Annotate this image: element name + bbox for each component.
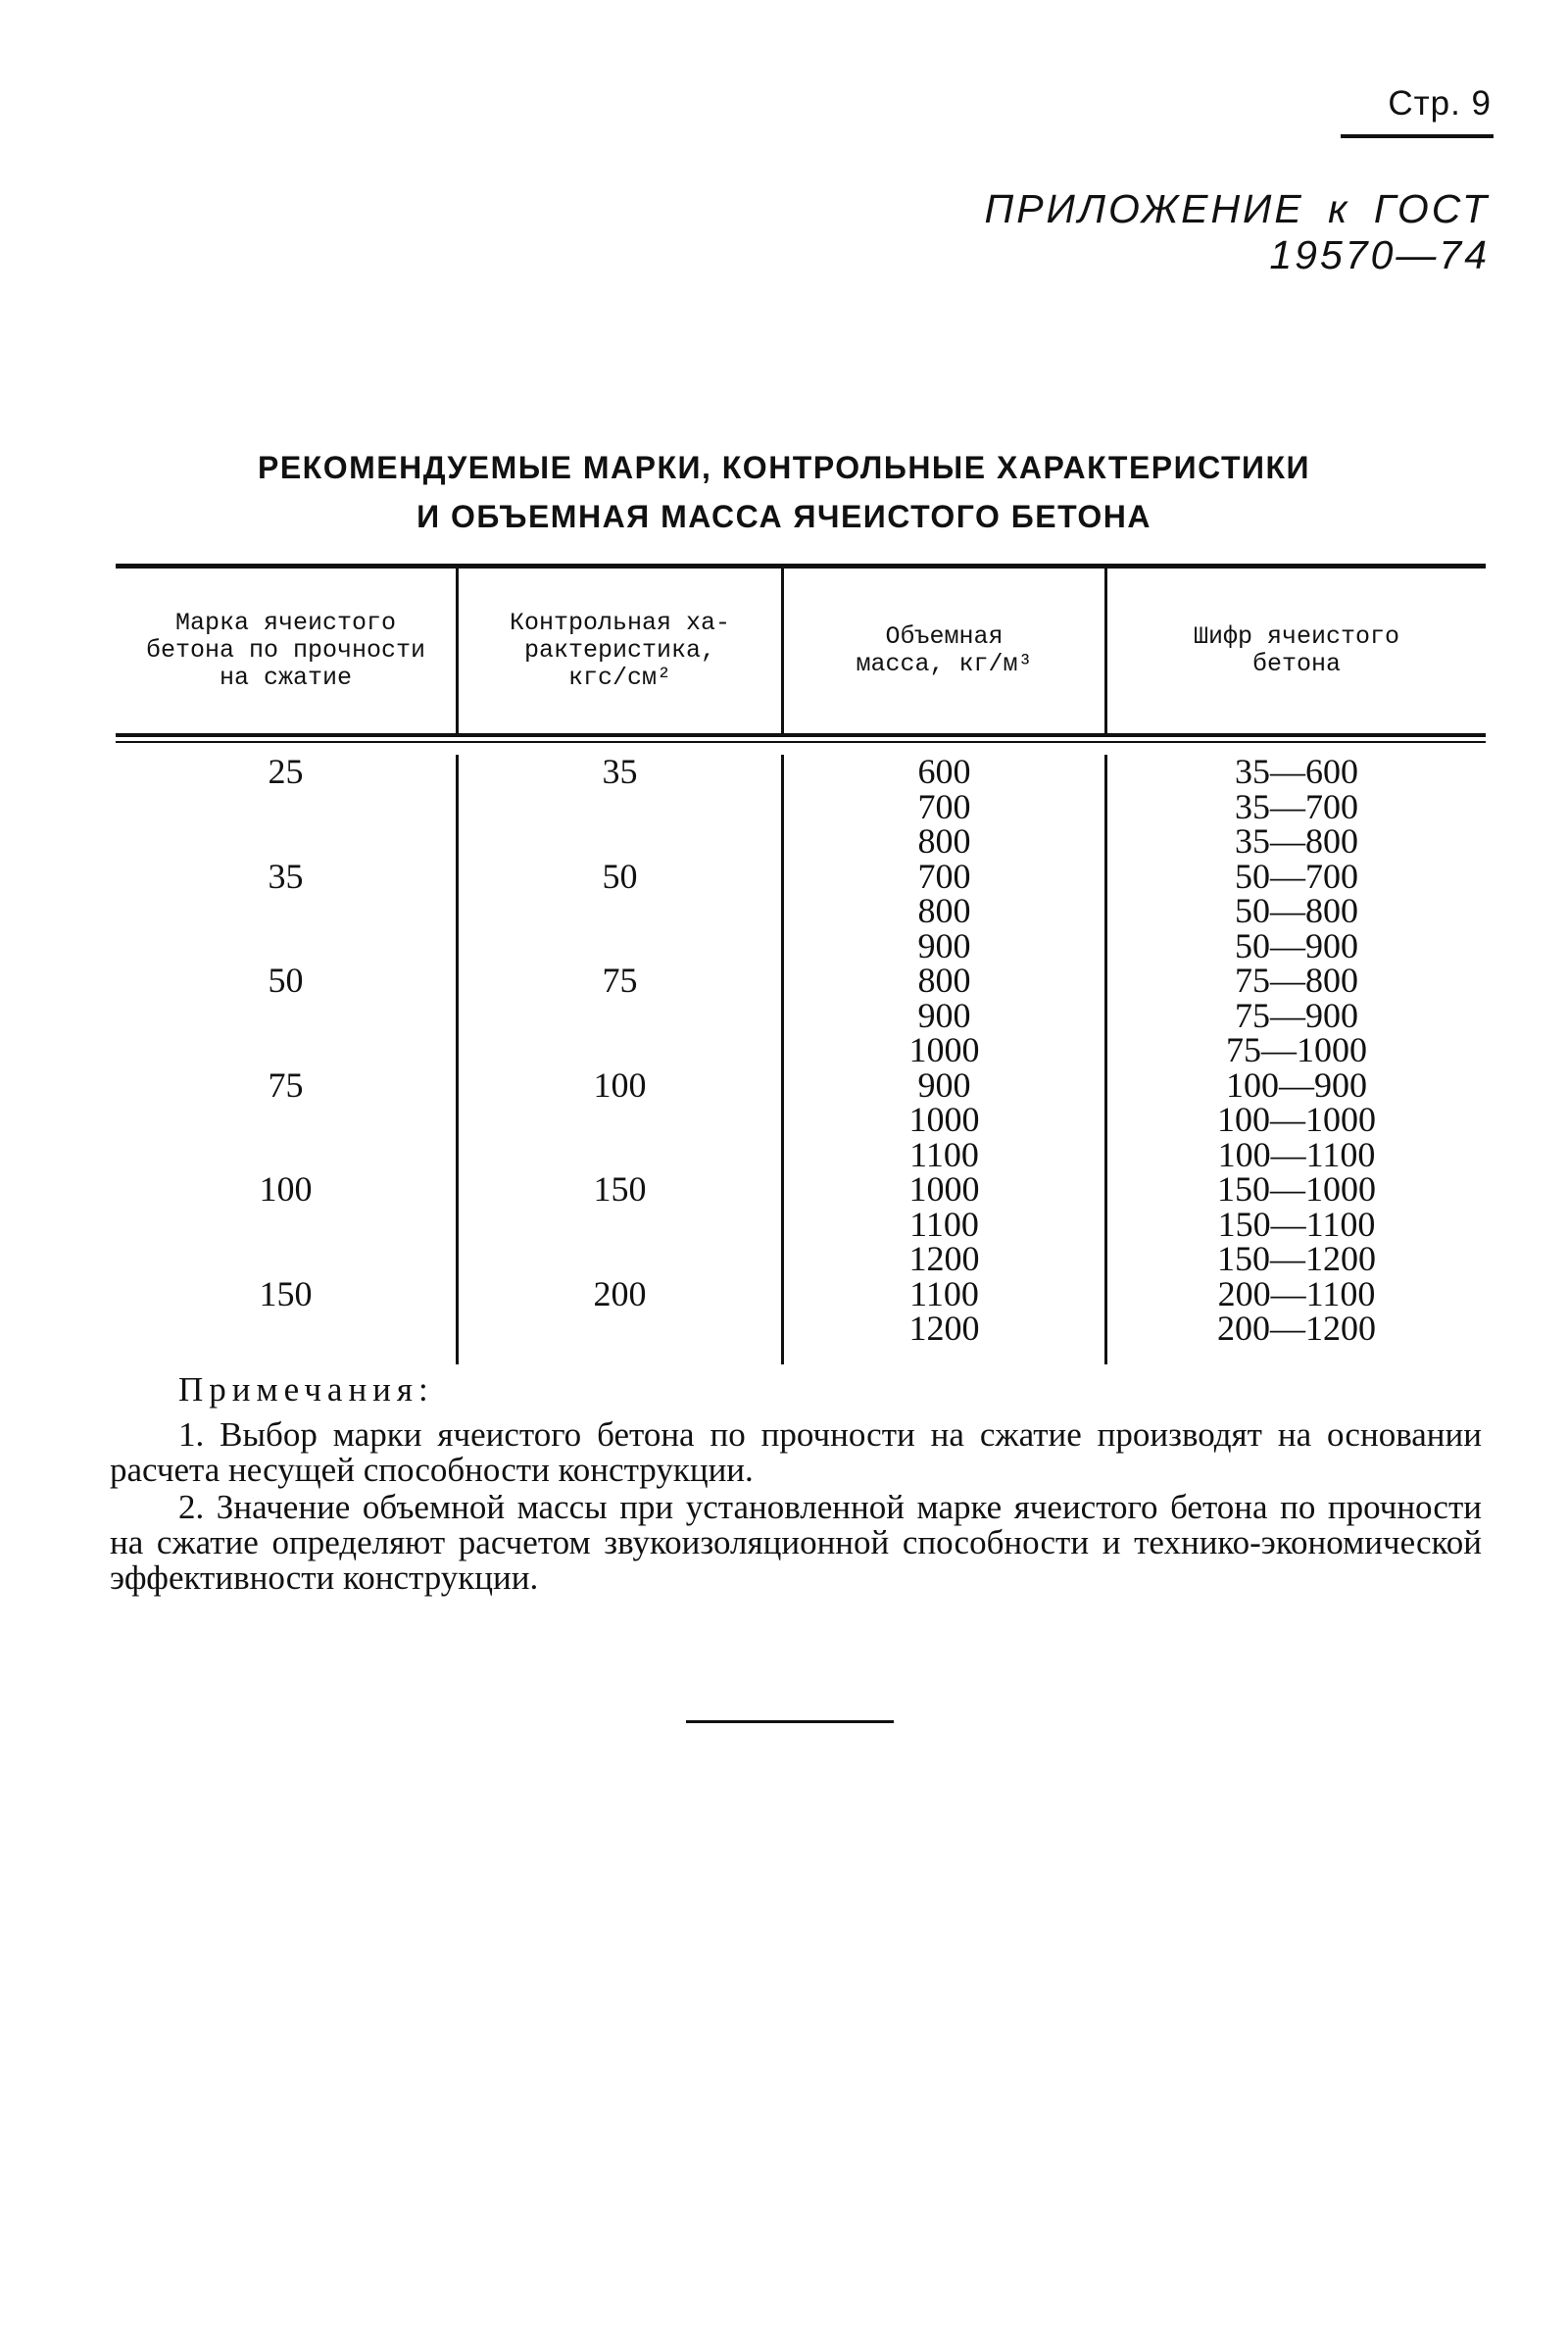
code-cell: 50—700 [1235,856,1358,896]
code-cell: 75—900 [1235,995,1358,1035]
code-cell: 75—800 [1235,961,1358,1000]
table-header-row [116,569,1486,733]
density-cell: 1200 [908,1239,980,1278]
density-cell: 900 [917,995,971,1035]
header-density: Объемная масса, кг/м³ [784,569,1107,733]
code-column [1107,752,1486,1364]
density-cell: 900 [917,925,971,965]
table-body [116,743,1486,1364]
density-cell: 900 [917,1064,971,1105]
control-cell: 200 [593,1273,647,1313]
end-divider [686,1720,894,1723]
document-title [0,443,1568,541]
grade-cell: 25 [268,752,304,791]
density-cell: 1000 [908,1100,980,1139]
control-column [459,752,784,1364]
density-cell: 800 [917,821,971,861]
grade-cell: 35 [268,856,304,896]
code-cell: 35—700 [1235,786,1358,826]
control-cell: 50 [602,856,638,896]
control-cell: 75 [602,961,638,1000]
code-cell: 35—800 [1235,821,1358,861]
density-cell: 700 [917,786,971,826]
control-cell: 35 [602,752,638,791]
density-cell: 700 [917,856,971,896]
control-cell: 100 [593,1064,647,1105]
code-cell: 100—1100 [1217,1134,1376,1174]
concrete-table [116,564,1486,1364]
code-cell: 50—900 [1235,925,1358,965]
density-cell: 600 [917,752,971,791]
density-cell: 1100 [909,1134,979,1174]
notes-section [110,1372,1482,1598]
code-cell: 35—600 [1235,752,1358,791]
code-cell: 150—1200 [1217,1239,1376,1278]
page-number: Стр. 9 [1388,84,1492,123]
header-grade: Марка ячеистого бетона по прочности на сжатие [116,569,459,733]
density-cell: 800 [917,961,971,1000]
grade-cell: 100 [259,1169,313,1209]
code-cell: 100—900 [1226,1064,1367,1105]
header-code: Шифр ячеистого бетона [1193,622,1400,678]
title-line-1: РЕКОМЕНДУЕМЫЕ МАРКИ, КОНТРОЛЬНЫЕ ХАРАКТЕРИСТИКИ [257,450,1311,485]
grade-cell: 50 [268,961,304,1000]
density-column [784,752,1107,1364]
title-line-2: И ОБЪЕМНАЯ МАССА ЯЧЕИСТОГО БЕТОНА [416,499,1152,534]
density-cell: 1000 [908,1030,980,1069]
density-cell: 1200 [908,1309,980,1348]
code-cell: 200—1200 [1217,1309,1376,1348]
header-control-characteristic: Контрольная ха- рактеристика, кгс/см² [459,569,784,733]
grade-column [116,752,459,1364]
code-cell: 150—1100 [1217,1204,1376,1244]
code-cell: 75—1000 [1226,1030,1367,1069]
page-number-underline [1341,134,1494,138]
code-cell: 200—1100 [1217,1273,1376,1313]
code-cell: 100—1000 [1217,1100,1376,1139]
grade-cell: 150 [259,1273,313,1313]
code-cell: 150—1000 [1217,1169,1376,1209]
code-cell: 50—800 [1235,891,1358,930]
header-divider [116,733,1486,743]
density-cell: 1100 [909,1273,979,1313]
appendix-label: ПРИЛОЖЕНИЕ к ГОСТ 19570—74 [984,186,1490,277]
density-cell: 800 [917,891,971,930]
note-item-2: 2. Значение объемной массы при установленной марке ячеистого бетона по прочности на сжатие определяют расчетом звукоизоляционной способности и технико-экономической эффективности конструкции. [110,1488,1482,1597]
grade-cell: 75 [268,1064,304,1105]
control-cell: 150 [593,1169,647,1209]
density-cell: 1000 [908,1169,980,1209]
density-cell: 1100 [909,1204,979,1244]
notes-heading: Примечания: [178,1370,434,1409]
note-item-1: 1. Выбор марки ячеистого бетона по прочности на сжатие производят на основании расчета несущей способности конструкции. [110,1415,1482,1489]
